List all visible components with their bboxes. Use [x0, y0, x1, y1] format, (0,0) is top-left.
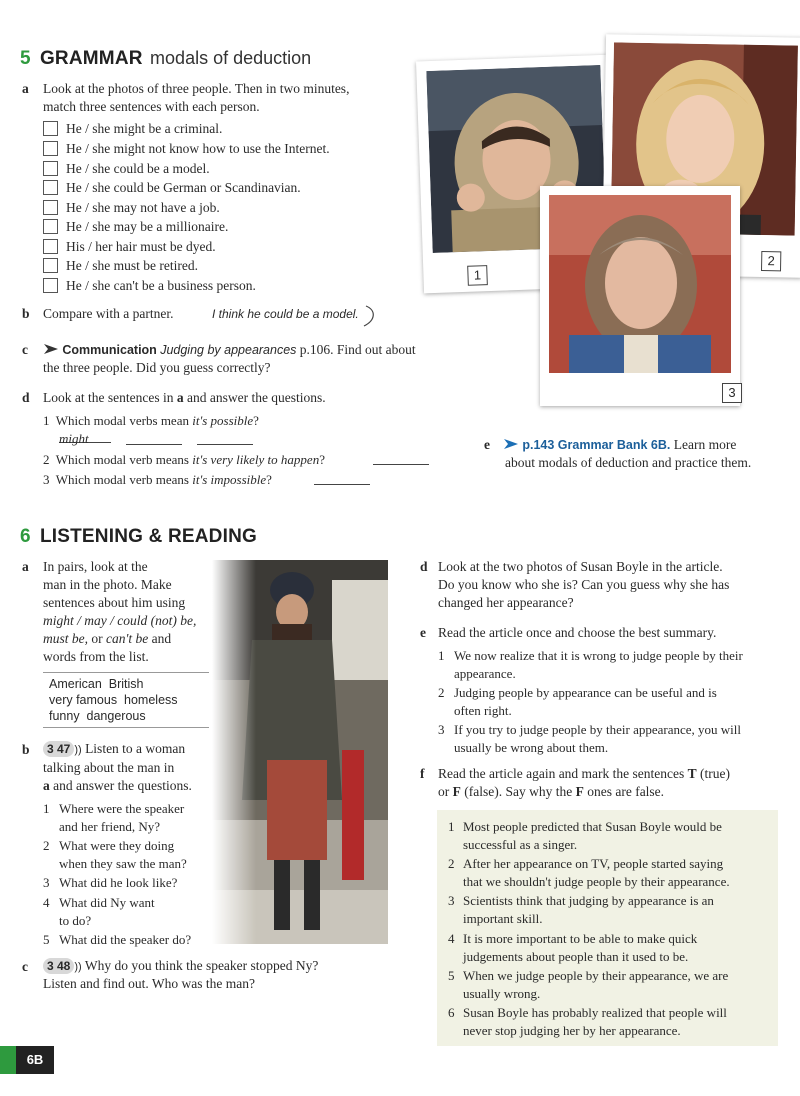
q-italic: it's impossible [192, 472, 267, 487]
question-line: Where were the speaker [59, 801, 185, 816]
q-post: ? [319, 452, 325, 467]
word-row: very famous homeless [49, 693, 178, 707]
ex5a-instruction-2: match three sentences with each person. [43, 99, 260, 114]
ex6f-T: T [687, 766, 697, 781]
ex6c-line2: Listen and find out. Who was the man? [43, 976, 255, 991]
question-line: to do? [59, 913, 92, 928]
ex5d-q2 [43, 451, 325, 468]
word-list [43, 672, 209, 728]
ex5b-text: Compare with a partner. [43, 306, 174, 321]
q-italic: it's very likely to happen [192, 452, 320, 467]
ex5c-label: c [22, 342, 28, 357]
section6-heading [20, 526, 257, 548]
ex6c-text: Why do you think the speaker stopped Ny? [84, 958, 319, 973]
ex5d-q1-answer [59, 430, 111, 447]
q-italic: it's possible [192, 413, 254, 428]
q-num: 3 [43, 472, 50, 487]
option-line: usually be wrong about them. [454, 740, 609, 755]
ex5a-sentence: His / her hair must be dyed. [66, 239, 216, 254]
question-num: 4 [43, 895, 50, 910]
answer-blank-5[interactable] [314, 484, 370, 485]
ex5e-label: e [484, 437, 490, 452]
ex5a-label: a [22, 81, 29, 96]
ex5b-example: I think he could be a model. [212, 307, 359, 321]
statement-line: When we judge people by their appearance, we are [463, 968, 729, 983]
ex5a-instruction-1: Look at the photos of three people. Then in two minutes, [43, 81, 350, 96]
ex5d-text-pre: Look at the sentences in [43, 390, 177, 405]
ex5a-sentence: He / she can't be a business person. [66, 278, 256, 293]
ex5d-text-post: and answer the questions. [183, 390, 326, 405]
ex6f-mid: (false). Say why the [460, 784, 576, 799]
q-num: 1 [43, 413, 50, 428]
ex5a-sentence: He / she must be retired. [66, 258, 198, 273]
ex6b-label: b [22, 742, 30, 757]
ex5d-text-bold: a [176, 390, 184, 405]
option-line: often right. [454, 703, 512, 718]
option-line: Judging people by appearance can be useful and is [454, 685, 717, 700]
statement-line: Susan Boyle has probably realized that people will [463, 1005, 727, 1020]
ex6f-post2: ones are false. [583, 784, 665, 799]
photo-number: 1 [467, 265, 488, 286]
ex6f-line2 [438, 783, 664, 800]
option-line: We now realize that it is wrong to judge people by their [454, 648, 743, 663]
ex6a-mid: or [88, 631, 106, 646]
arrow-right-icon [43, 343, 59, 355]
question-num: 3 [43, 875, 50, 890]
ex6f-pre: Read the article again and mark the sentences [438, 766, 688, 781]
ex6b-line2: talking about the man in [43, 760, 175, 775]
ex5e-line1-post: Learn more [673, 437, 737, 452]
section5-subtitle: modals of deduction [150, 48, 312, 68]
option-num: 2 [438, 685, 445, 700]
q-post: ? [266, 472, 272, 487]
statement-line: Most people predicted that Susan Boyle would be [463, 819, 722, 834]
statement-line: never stop judging her by her appearance. [463, 1023, 681, 1038]
ex5a-sentence: He / she could be German or Scandinavian. [66, 180, 301, 195]
answer-blank-1[interactable] [59, 430, 111, 446]
checkbox[interactable] [43, 278, 58, 293]
word-row: American British [49, 677, 144, 691]
statement-num: 1 [448, 819, 455, 834]
ex6a-italic: must be, [43, 631, 88, 646]
ex5a-sentence: He / she may be a millionaire. [66, 219, 229, 234]
statement-line: It is more important to be able to make quick [463, 931, 698, 946]
section5-number: 5 [20, 48, 31, 69]
ex5a-sentence: He / she could be a model. [66, 161, 210, 176]
checkbox[interactable] [43, 121, 58, 136]
ex6b-post: and answer the questions. [49, 778, 192, 793]
ex6f-F2: F [575, 784, 584, 799]
q-pre: Which modal verbs mean [55, 413, 193, 428]
ex6f-line1 [438, 765, 730, 782]
section5-heading [20, 48, 311, 70]
ex6a-line: In pairs, look at the [43, 559, 148, 574]
arrow-right-icon [503, 438, 519, 450]
photo-number: 2 [761, 251, 781, 271]
ex6c-label: c [22, 959, 28, 974]
question-line: when they saw the man? [59, 856, 187, 871]
ex5d-label: d [22, 390, 30, 405]
statement-num: 2 [448, 856, 455, 871]
ex6b-line1: 3 47 )) Listen to a woman [43, 740, 185, 759]
ex6e-label: e [420, 625, 426, 640]
q-pre: Which modal verb means [55, 472, 193, 487]
ex5c-line1 [43, 341, 416, 359]
word-row: funny dangerous [49, 709, 146, 723]
ex5c-line2: the three people. Did you guess correctly? [43, 360, 271, 375]
photo-number: 3 [722, 383, 742, 403]
ex6f-label: f [420, 766, 425, 781]
section6-title: LISTENING & READING [39, 526, 257, 547]
ex6b-text: Listen to a woman [85, 741, 186, 756]
statement-line: important skill. [463, 911, 543, 926]
older-woman-photo [549, 195, 731, 373]
statement-num: 3 [448, 893, 455, 908]
question-line: and her friend, Ny? [59, 819, 161, 834]
speech-curl-icon [362, 304, 380, 328]
ex6a-line-italic: might / may / could (not) be, [43, 613, 197, 628]
statement-line: that we shouldn't judge people by their appearance. [463, 874, 730, 889]
statement-num: 5 [448, 968, 455, 983]
checkbox[interactable] [43, 239, 58, 254]
ex5d-q3 [43, 471, 272, 488]
statement-line: Scientists think that judging by appearance is an [463, 893, 714, 908]
checkbox[interactable] [43, 258, 58, 273]
option-line: appearance. [454, 666, 516, 681]
ex6d-line: Look at the two photos of Susan Boyle in the article. [438, 559, 723, 574]
ex6d-line: Do you know who she is? Can you guess why she has [438, 577, 730, 592]
statement-num: 6 [448, 1005, 455, 1020]
ex6a-line: man in the photo. Make [43, 577, 172, 592]
ex6c-line1: 3 48 )) Why do you think the speaker stopped Ny? [43, 957, 318, 976]
question-line: What did the speaker do? [59, 932, 192, 947]
ex6f-pre2: or [438, 784, 453, 799]
question-num: 1 [43, 801, 50, 816]
ex6a-line: words from the list. [43, 649, 149, 664]
statement-line: After her appearance on TV, people started saying [463, 856, 724, 871]
ex5c-ref-page: p.106. Find out about [299, 342, 416, 357]
option-line: If you try to judge people by their appearance, you will [454, 722, 741, 737]
ex6a-line5 [43, 630, 171, 647]
q-num: 2 [43, 452, 50, 467]
ex5c-ref-italic: Judging by appearances [160, 343, 297, 357]
ex6f-post: (true) [696, 766, 731, 781]
ex6b-bold: a [43, 778, 50, 793]
ex5e-ref[interactable]: p.143 Grammar Bank 6B. [522, 438, 671, 452]
answer-text: might [59, 431, 89, 446]
ex5e-line2: about modals of deduction and practice them. [505, 455, 752, 470]
ex6a-line: sentences about him using [43, 595, 186, 610]
ex5a-sentence: He / she might be a criminal. [66, 121, 223, 136]
option-num: 3 [438, 722, 445, 737]
question-num: 5 [43, 932, 50, 947]
ex5a-sentence: He / she might not know how to use the Internet. [66, 141, 330, 156]
statement-line: usually wrong. [463, 986, 541, 1001]
ex5d-text [43, 389, 326, 406]
checkbox[interactable] [43, 161, 58, 176]
ex5a-sentence: He / she may not have a job. [66, 200, 220, 215]
ex6d-line: changed her appearance? [438, 595, 574, 610]
question-line: What did Ny want [59, 895, 155, 910]
ex5c-ref-bold: Communication [62, 343, 157, 357]
ex5d-q1 [43, 412, 259, 429]
q-pre: Which modal verb means [55, 452, 193, 467]
page-tag-bar [0, 1046, 16, 1074]
statement-line: judgements about people than it used to be. [463, 949, 689, 964]
section5-title: GRAMMAR [39, 48, 143, 69]
man-walking-photo [212, 560, 388, 944]
checkbox[interactable] [43, 219, 58, 234]
audio-track-icon[interactable]: 3 47 [43, 741, 74, 757]
audio-track-icon[interactable]: 3 48 [43, 958, 74, 974]
section6-number: 6 [20, 526, 31, 547]
question-line: What were they doing [59, 838, 175, 853]
ex6a-italic2: can't be [106, 631, 149, 646]
statement-line: successful as a singer. [463, 837, 578, 852]
ex6d-label: d [420, 559, 428, 574]
checkbox[interactable] [43, 200, 58, 215]
answer-blank-4[interactable] [373, 464, 429, 465]
checkbox[interactable] [43, 180, 58, 195]
question-num: 2 [43, 838, 50, 853]
ex6e-text: Read the article once and choose the best summary. [438, 625, 717, 640]
photo-man-street [212, 560, 388, 944]
ex6b-line3 [43, 777, 192, 794]
page-tag: 6B [16, 1046, 54, 1074]
statement-num: 4 [448, 931, 455, 946]
answer-blank-2[interactable] [126, 444, 182, 445]
ex6a-post: and [148, 631, 172, 646]
ex6f-F: F [452, 784, 461, 799]
option-num: 1 [438, 648, 445, 663]
photo-person-3 [540, 186, 740, 406]
ex6a-label: a [22, 559, 29, 574]
ex5b-label: b [22, 306, 30, 321]
q-post: ? [253, 413, 259, 428]
answer-blank-3[interactable] [197, 444, 253, 445]
question-line: What did he look like? [59, 875, 178, 890]
checkbox[interactable] [43, 141, 58, 156]
ex5e-line1 [503, 436, 736, 454]
